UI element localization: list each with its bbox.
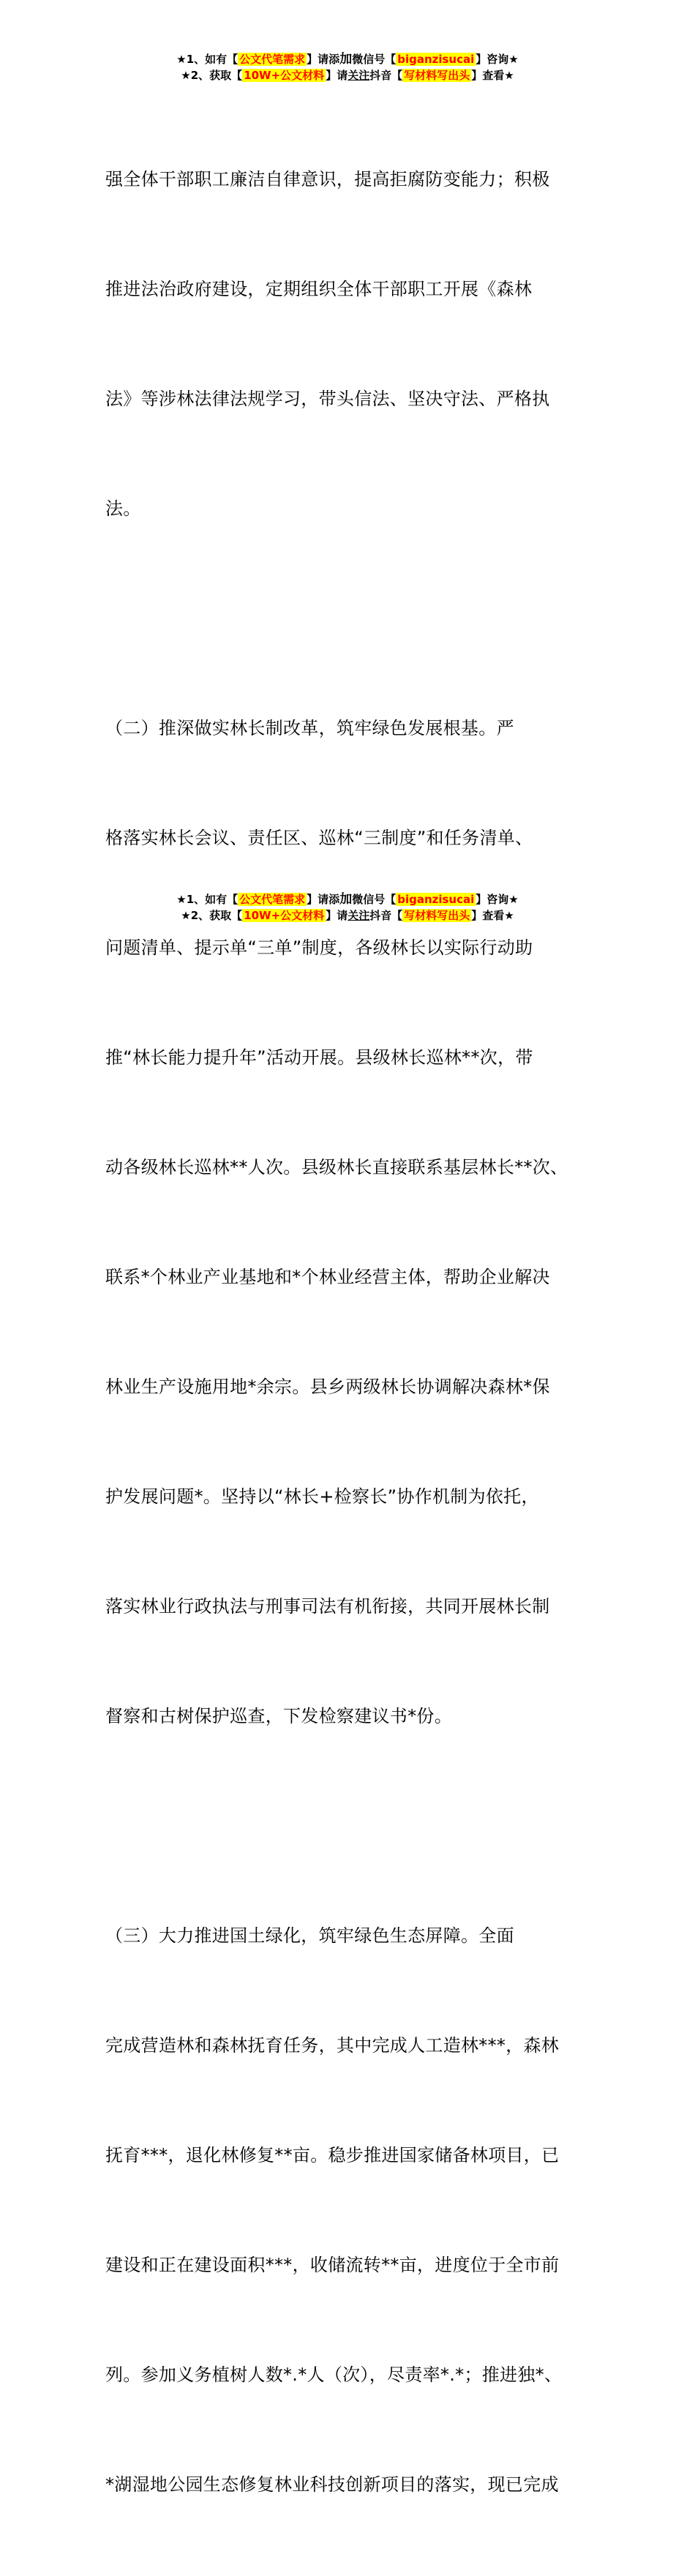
banner-text: 】请添 [307, 893, 340, 906]
banner-highlight: biganzisucai [397, 53, 475, 66]
banner-text: 微信号【 [352, 53, 397, 66]
banner-line-1 [0, 51, 695, 67]
text-line: *湖湿地公园生态修复林业科技创新项目的落实，现已完成 [105, 2474, 559, 2495]
banner-text: 】请 [326, 69, 348, 82]
paragraph-gap [105, 1808, 603, 1844]
banner-text: 】咨询★ [476, 53, 519, 66]
banner-line-2 [0, 67, 695, 83]
banner-text: 】请 [326, 909, 348, 922]
text-line: 动各级林长巡林**人次。县级林长直接联系基层林长**次、 [105, 1157, 568, 1177]
banner-highlight: 10W+公文材料 [244, 69, 325, 82]
banner-highlight: 公文代笔需求 [239, 53, 306, 66]
text-line: 抚育***，退化林修复**亩。稳步推进国家储备林项目，已 [105, 2145, 560, 2165]
text-line: 林业生产设施用地*余宗。县乡两级林长协调解决森林*保 [105, 1377, 550, 1397]
banner-text: ★2、获取【 [181, 909, 243, 922]
document-body [105, 88, 603, 2576]
banner-text: ★1、如有【 [176, 893, 238, 906]
banner-text: 】查看★ [471, 69, 514, 82]
text-line: （二）推深做实林长制改革，筑牢绿色发展根基。严 [105, 718, 514, 738]
paragraph-gap [105, 600, 603, 637]
text-line: 列。参加义务植树人数*.*人（次），尽责率*.*；推进独*、 [105, 2365, 563, 2385]
text-line: 护发展问题*。坚持以“林长+检察长”协作机制为依托， [105, 1486, 539, 1507]
banner-highlight: 写材料写出头 [404, 69, 470, 82]
banner-text: 抖音【 [369, 69, 403, 82]
text-line: 完成营造林和森林抚育任务，其中完成人工造林***，森林 [105, 2035, 560, 2056]
banner-line-1 [0, 891, 695, 907]
text-line: 落实林业行政执法与刑事司法有机衔接，共同开展林长制 [105, 1596, 550, 1617]
paragraph-1 [105, 88, 603, 600]
banner-highlight: biganzisucai [397, 893, 475, 906]
banner-underlined: 关注 [348, 909, 370, 922]
header-banner [0, 51, 695, 83]
text-line: 法。 [105, 498, 141, 519]
banner-text: 】查看★ [471, 909, 514, 922]
banner-text: 】请添 [307, 53, 340, 66]
banner-emphasis: 加 [339, 892, 353, 907]
banner-line-2 [0, 907, 695, 924]
text-line: 推“林长能力提升年”活动开展。县级林长巡林**次，带 [105, 1047, 533, 1068]
text-line: 建设和正在建设面积***，收储流转**亩，进度位于全市前 [105, 2255, 560, 2275]
paragraph-2 [105, 637, 603, 1808]
banner-underlined: 关注 [348, 69, 370, 82]
paragraph-3 [105, 1844, 603, 2576]
banner-text: 微信号【 [352, 893, 397, 906]
text-line: 问题清单、提示单“三单”制度，各级林长以实际行动助 [105, 937, 533, 958]
footer-banner [0, 891, 695, 924]
banner-text: 】咨询★ [476, 893, 519, 906]
text-line: 强全体干部职工廉洁自律意识，提高拒腐防变能力；积极 [105, 169, 550, 190]
text-line: 法》等涉林法律法规学习，带头信法、坚决守法、严格执 [105, 389, 550, 409]
banner-highlight: 公文代笔需求 [239, 893, 306, 906]
text-line: 推进法治政府建设，定期组织全体干部职工开展《森林 [105, 279, 533, 299]
banner-emphasis: 加 [339, 52, 353, 67]
text-line: （三）大力推进国土绿化，筑牢绿色生态屏障。全面 [105, 1925, 514, 1946]
text-line: 格落实林长会议、责任区、巡林“三制度”和任务清单、 [105, 828, 533, 848]
banner-text: 抖音【 [369, 909, 403, 922]
text-line: 联系*个林业产业基地和*个林业经营主体，帮助企业解决 [105, 1267, 550, 1287]
banner-highlight: 写材料写出头 [404, 909, 470, 922]
text-line: 督察和古树保护巡查，下发检察建议书*份。 [105, 1706, 452, 1726]
banner-text: ★2、获取【 [181, 69, 243, 82]
banner-text: ★1、如有【 [176, 53, 238, 66]
banner-highlight: 10W+公文材料 [244, 909, 325, 922]
